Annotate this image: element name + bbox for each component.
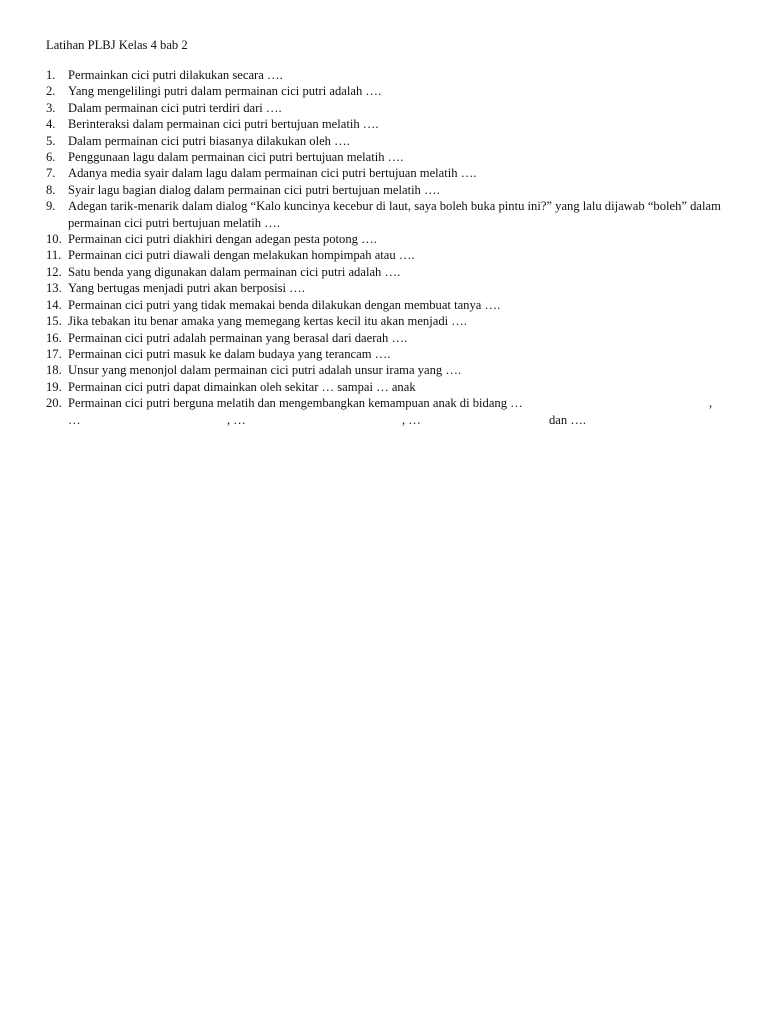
question-20-blanks <box>46 412 726 428</box>
question-item-9 <box>46 198 726 231</box>
answer-blank-4: dan …. <box>549 412 587 427</box>
question-text: Permainan cici putri masuk ke dalam budaya yang terancam …. <box>68 346 391 361</box>
answer-blank-1: … <box>68 412 81 427</box>
question-item-11 <box>46 247 726 263</box>
question-text: Jika tebakan itu benar amaka yang memegang kertas kecil itu akan menjadi …. <box>68 314 468 329</box>
question-text: Permainan cici putri berguna melatih dan mengembangkan kemampuan anak di bidang … <box>68 396 523 411</box>
question-number: 3. <box>46 100 56 115</box>
question-text: Permainan cici putri dapat dimainkan oleh sekitar … sampai … anak <box>68 379 416 394</box>
question-item-2 <box>46 83 726 99</box>
question-item-8 <box>46 182 726 198</box>
question-text: Satu benda yang digunakan dalam permainan cici putri adalah …. <box>68 264 401 279</box>
question-text: Syair lagu bagian dialog dalam permainan cici putri bertujuan melatih …. <box>68 182 440 197</box>
question-number: 20. <box>46 396 62 411</box>
question-number: 7. <box>46 166 56 181</box>
question-number: 12. <box>46 264 62 279</box>
question-20-trailing-comma: , <box>709 396 713 411</box>
question-number: 1. <box>46 68 56 82</box>
question-item-18 <box>46 362 726 378</box>
question-number: 18. <box>46 363 62 378</box>
question-number: 13. <box>46 281 62 296</box>
question-item-6 <box>46 149 726 165</box>
question-number: 9. <box>46 199 56 214</box>
question-item-19 <box>46 379 726 395</box>
question-text: Permainan cici putri adalah permainan yang berasal dari daerah …. <box>68 330 408 345</box>
question-number: 8. <box>46 182 56 197</box>
question-number: 15. <box>46 314 62 329</box>
question-item-3 <box>46 100 726 116</box>
worksheet-title: Latihan PLBJ Kelas 4 bab 2 <box>46 38 188 52</box>
question-list <box>46 67 726 428</box>
question-text: Permainan cici putri diakhiri dengan adegan pesta potong …. <box>68 232 377 247</box>
question-text: Penggunaan lagu dalam permainan cici putri bertujuan melatih …. <box>68 150 404 165</box>
question-number: 10. <box>46 232 62 247</box>
question-number: 14. <box>46 297 62 312</box>
question-text: Yang bertugas menjadi putri akan berposisi …. <box>68 281 305 296</box>
question-text: Unsur yang menonjol dalam permainan cici putri adalah unsur irama yang …. <box>68 363 462 378</box>
question-text: Dalam permainan cici putri terdiri dari …. <box>68 100 282 115</box>
question-text: Adegan tarik-menarik dalam dialog “Kalo kuncinya kecebur di laut, saya boleh buka pintu ini?” yang lalu dijawab “boleh” dalam permainan cici putri bertujuan melatih …. <box>68 199 721 230</box>
answer-blank-3: , … <box>402 412 421 427</box>
question-text: Yang mengelilingi putri dalam permainan cici putri adalah …. <box>68 84 382 99</box>
question-text: Permainkan cici putri dilakukan secara …. <box>68 68 283 82</box>
question-text: Permainan cici putri diawali dengan melakukan hompimpah atau …. <box>68 248 415 263</box>
question-text: Permainan cici putri yang tidak memakai benda dilakukan dengan membuat tanya …. <box>68 297 501 312</box>
question-text: Berinteraksi dalam permainan cici putri bertujuan melatih …. <box>68 117 379 132</box>
question-number: 4. <box>46 117 56 132</box>
question-number: 2. <box>46 84 56 99</box>
question-number: 5. <box>46 133 56 148</box>
question-item-20 <box>46 395 726 411</box>
question-number: 16. <box>46 330 62 345</box>
question-item-10 <box>46 231 726 247</box>
question-item-16 <box>46 330 726 346</box>
question-item-17 <box>46 346 726 362</box>
answer-blank-2: , … <box>227 412 246 427</box>
question-text: Dalam permainan cici putri biasanya dilakukan oleh …. <box>68 133 350 148</box>
question-item-12 <box>46 264 726 280</box>
question-item-7 <box>46 165 726 181</box>
question-number: 17. <box>46 346 62 361</box>
question-item-14 <box>46 297 726 313</box>
question-number: 11. <box>46 248 62 263</box>
question-item-1 <box>46 67 726 83</box>
question-item-15 <box>46 313 726 329</box>
question-item-4 <box>46 116 726 132</box>
question-item-13 <box>46 280 726 296</box>
question-number: 19. <box>46 379 62 394</box>
question-text: Adanya media syair dalam lagu dalam permainan cici putri bertujuan melatih …. <box>68 166 477 181</box>
question-number: 6. <box>46 150 56 165</box>
question-item-5 <box>46 133 726 149</box>
